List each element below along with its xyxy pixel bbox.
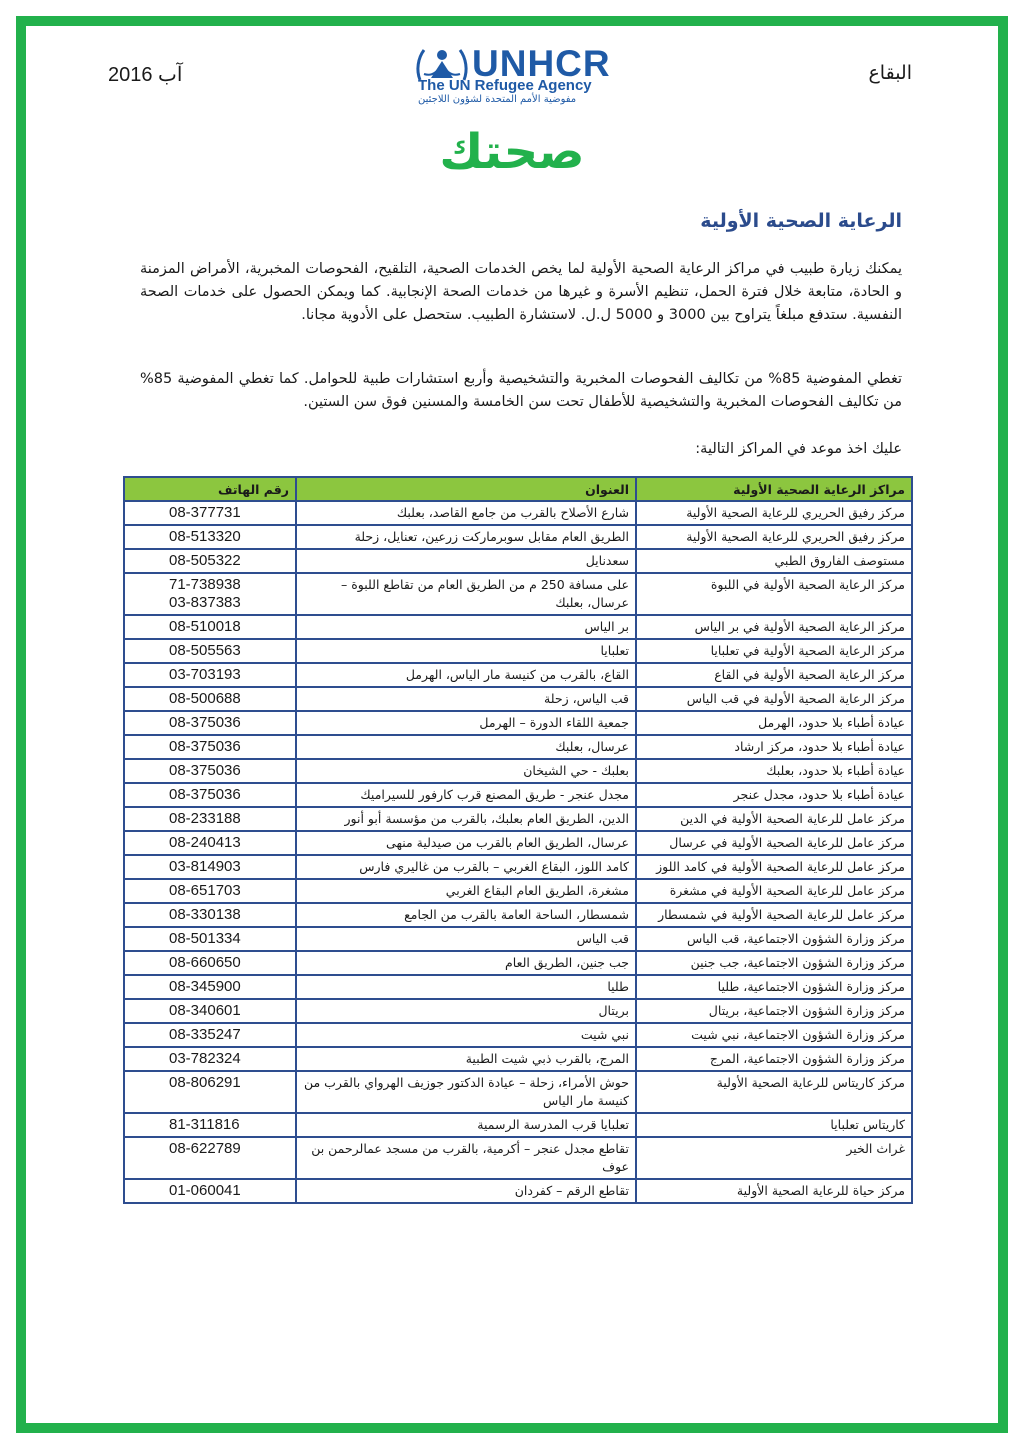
cell-center: مركز عامل للرعاية الصحية الأولية في عرسال <box>636 831 912 855</box>
cell-phone <box>124 573 296 615</box>
table-row <box>124 927 912 951</box>
cell-address: عرسال، الطريق العام بالقرب من صيدلية منهى <box>296 831 636 855</box>
table-row <box>124 807 912 831</box>
cell-center: مركز وزارة الشؤون الاجتماعية، طليا <box>636 975 912 999</box>
cell-phone <box>124 549 296 573</box>
phone-number: 08-375036 <box>169 762 241 779</box>
cell-phone <box>124 1047 296 1071</box>
table-row <box>124 687 912 711</box>
cell-address: على مسافة 250 م من الطريق العام من تقاطع اللبوة – عرسال، بعلبك <box>296 573 636 615</box>
cell-center: مركز رفيق الحريري للرعاية الصحية الأولية <box>636 501 912 525</box>
cell-address: قب الياس، زحلة <box>296 687 636 711</box>
cell-phone <box>124 1113 296 1137</box>
cell-center: مستوصف الفاروق الطبي <box>636 549 912 573</box>
phone-number: 03-782324 <box>169 1050 241 1067</box>
phone-number: 81-311816 <box>169 1116 240 1133</box>
header-phone: رقم الهاتف <box>124 477 296 501</box>
table-row <box>124 831 912 855</box>
cell-center: عيادة أطباء بلا حدود، مجدل عنجر <box>636 783 912 807</box>
cell-address: سعدنايل <box>296 549 636 573</box>
cell-phone <box>124 1179 296 1203</box>
phone-number: 08-377731 <box>169 504 241 521</box>
cell-center: عيادة أطباء بلا حدود، الهرمل <box>636 711 912 735</box>
cell-address: حوش الأمراء، زحلة – عيادة الدكتور جوزيف الهرواي بالقرب من كنيسة مار الياس <box>296 1071 636 1113</box>
cell-center: مركز وزارة الشؤون الاجتماعية، نبي شيت <box>636 1023 912 1047</box>
cell-phone <box>124 975 296 999</box>
table-row <box>124 951 912 975</box>
paragraph-services: يمكنك زيارة طبيب في مراكز الرعاية الصحية الأولية لما يخص الخدمات الصحية، التلقيح، الفحوصات المخبرية، الأمراض المزمنة و الحادة، متابعة خلال فترة الحمل، تنظيم الأسرة و غيرها من خدمات الصحة الإنجابية. كما ويمكن الحصول على خدمات الصحة النفسية. ستدفع مبلغاً يتراوح بين 3000 و 5000 ل.ل. لاستشارة الطبيب. ستحصل على الأدوية مجانا. <box>140 261 902 323</box>
table-row <box>124 663 912 687</box>
table-row <box>124 1023 912 1047</box>
table-row <box>124 1113 912 1137</box>
table-row <box>124 975 912 999</box>
table-row <box>124 549 912 573</box>
phone-number: 01-060041 <box>169 1182 241 1199</box>
cell-address: جب جنين، الطريق العام <box>296 951 636 975</box>
table-row <box>124 1047 912 1071</box>
cell-address: قب الياس <box>296 927 636 951</box>
cell-address: جمعية اللقاء الدورة – الهرمل <box>296 711 636 735</box>
phone-number: 08-505322 <box>169 552 241 569</box>
cell-address: تقاطع الرقم – كفردان <box>296 1179 636 1203</box>
cell-address: بعلبك - حي الشيخان <box>296 759 636 783</box>
table-row <box>124 855 912 879</box>
table-row <box>124 639 912 663</box>
cell-phone <box>124 855 296 879</box>
table-row <box>124 903 912 927</box>
cell-address: الدين، الطريق العام بعلبك، بالقرب من مؤسسة أبو أنور <box>296 807 636 831</box>
phone-number: 08-233188 <box>169 810 241 827</box>
table-row <box>124 573 912 615</box>
cell-center: مركز كاريتاس للرعاية الصحية الأولية <box>636 1071 912 1113</box>
cell-phone <box>124 1023 296 1047</box>
header-center: مراكز الرعاية الصحية الأولية <box>636 477 912 501</box>
phone-number: 03-837383 <box>169 594 241 611</box>
table-row <box>124 1137 912 1179</box>
cell-address: تعلبايا قرب المدرسة الرسمية <box>296 1113 636 1137</box>
cell-center: مركز الرعاية الصحية الأولية في القاع <box>636 663 912 687</box>
cell-center: مركز وزارة الشؤون الاجتماعية، قب الياس <box>636 927 912 951</box>
cell-center: مركز رفيق الحريري للرعاية الصحية الأولية <box>636 525 912 549</box>
table-row <box>124 879 912 903</box>
health-centers-table <box>123 476 913 1204</box>
cell-phone <box>124 951 296 975</box>
cell-address: بر الياس <box>296 615 636 639</box>
phone-number: 08-375036 <box>169 786 241 803</box>
phone-number: 08-622789 <box>169 1140 241 1157</box>
cell-address: القاع، بالقرب من كنيسة مار الياس، الهرمل <box>296 663 636 687</box>
table-row <box>124 711 912 735</box>
cell-center: مركز عامل للرعاية الصحية الأولية في الدين <box>636 807 912 831</box>
cell-phone <box>124 879 296 903</box>
unhcr-logo <box>414 44 634 106</box>
cell-center: مركز وزارة الشؤون الاجتماعية، جب جنين <box>636 951 912 975</box>
cell-center: مركز عامل للرعاية الصحية الأولية في كامد اللوز <box>636 855 912 879</box>
cell-phone <box>124 1071 296 1113</box>
document-date: آب 2016 <box>108 64 183 86</box>
phone-number: 08-335247 <box>169 1026 241 1043</box>
cell-phone <box>124 735 296 759</box>
cell-center: عيادة أطباء بلا حدود، مركز ارشاد <box>636 735 912 759</box>
cell-address: بريتال <box>296 999 636 1023</box>
cell-phone <box>124 759 296 783</box>
phone-number: 08-501334 <box>169 930 241 947</box>
phone-number: 03-703193 <box>169 666 241 683</box>
table-row <box>124 501 912 525</box>
cell-center: مركز عامل للرعاية الصحية الأولية في شمسطار <box>636 903 912 927</box>
table-row <box>124 525 912 549</box>
cell-address: تعلبايا <box>296 639 636 663</box>
cell-center: كاريتاس تعلبايا <box>636 1113 912 1137</box>
cell-phone <box>124 687 296 711</box>
table-row <box>124 615 912 639</box>
table-row <box>124 783 912 807</box>
table-row <box>124 735 912 759</box>
cell-phone <box>124 639 296 663</box>
paragraph-appointment: عليك اخذ موعد في المراكز التالية: <box>695 441 902 457</box>
phone-number: 08-806291 <box>169 1074 241 1091</box>
cell-center: مركز الرعاية الصحية الأولية في قب الياس <box>636 687 912 711</box>
cell-address: شارع الأصلاح بالقرب من جامع القاصد، بعلبك <box>296 501 636 525</box>
phone-number: 08-510018 <box>169 618 241 635</box>
cell-phone <box>124 615 296 639</box>
cell-phone <box>124 783 296 807</box>
cell-center: مركز الرعاية الصحية الأولية في تعلبايا <box>636 639 912 663</box>
phone-number: 08-340601 <box>169 1002 241 1019</box>
phone-number: 08-505563 <box>169 642 241 659</box>
cell-center: مركز الرعاية الصحية الأولية في اللبوة <box>636 573 912 615</box>
cell-phone <box>124 525 296 549</box>
phone-number: 08-240413 <box>169 834 241 851</box>
phone-number: 08-651703 <box>169 882 241 899</box>
logo-tagline-en: The UN Refugee Agency <box>418 77 592 94</box>
cell-address: المرج، بالقرب ذبي شيت الطبية <box>296 1047 636 1071</box>
cell-center: مركز حياة للرعاية الصحية الأولية <box>636 1179 912 1203</box>
paragraph-coverage: تغطي المفوضية 85% من تكاليف الفحوصات المخبرية والتشخيصية وأربع استشارات طبية للحوامل. كما تغطي المفوضية 85% من تكاليف الفحوصات المخبرية والتشخيصية للأطفال تحت سن الخامسة والمسنين فوق سن الستين. <box>140 371 902 410</box>
cell-address: مشغرة، الطريق العام البقاع الغربي <box>296 879 636 903</box>
cell-phone <box>124 711 296 735</box>
table-row <box>124 1179 912 1203</box>
cell-center: مركز عامل للرعاية الصحية الأولية في مشغرة <box>636 879 912 903</box>
table-row <box>124 759 912 783</box>
table-row <box>124 999 912 1023</box>
cell-address: طليا <box>296 975 636 999</box>
phone-number: 08-330138 <box>169 906 241 923</box>
table-header-row <box>124 477 912 501</box>
table-row <box>124 1071 912 1113</box>
cell-address: نبي شيت <box>296 1023 636 1047</box>
region-label: البقاع <box>868 62 912 84</box>
cell-address: تقاطع مجدل عنجر – أكرمية، بالقرب من مسجد عمالرحمن بن عوف <box>296 1137 636 1179</box>
phone-number: 03-814903 <box>169 858 241 875</box>
section-heading: الرعاية الصحية الأولية <box>700 210 902 232</box>
phone-number: 08-500688 <box>169 690 241 707</box>
phone-number: 08-660650 <box>169 954 241 971</box>
page-title: صحتك <box>439 124 585 180</box>
logo-tagline-ar: مفوضية الأمم المتحدة لشؤون اللاجئين <box>418 94 577 105</box>
cell-phone <box>124 1137 296 1179</box>
phone-number: 71-738938 <box>169 576 241 593</box>
header-address: العنوان <box>296 477 636 501</box>
logo-wordmark: UNHCR <box>472 43 611 84</box>
cell-center: مركز وزارة الشؤون الاجتماعية، بريتال <box>636 999 912 1023</box>
cell-address: الطريق العام مقابل سوبرماركت زرعين، تعنايل، زحلة <box>296 525 636 549</box>
phone-number: 08-513320 <box>169 528 241 545</box>
cell-center: عيادة أطباء بلا حدود، بعلبك <box>636 759 912 783</box>
cell-phone <box>124 903 296 927</box>
cell-phone <box>124 999 296 1023</box>
cell-center: مركز وزارة الشؤون الاجتماعية، المرج <box>636 1047 912 1071</box>
phone-number: 08-345900 <box>169 978 241 995</box>
phone-number: 08-375036 <box>169 738 241 755</box>
cell-address: عرسال، بعلبك <box>296 735 636 759</box>
cell-address: مجدل عنجر - طريق المصنع قرب كارفور للسيراميك <box>296 783 636 807</box>
cell-phone <box>124 663 296 687</box>
cell-center: مركز الرعاية الصحية الأولية في بر الياس <box>636 615 912 639</box>
cell-phone <box>124 927 296 951</box>
cell-center: غراث الخير <box>636 1137 912 1179</box>
cell-address: كامد اللوز، البقاع الغربي – بالقرب من غاليري فارس <box>296 855 636 879</box>
cell-phone <box>124 831 296 855</box>
phone-number: 08-375036 <box>169 714 241 731</box>
cell-address: شمسطار، الساحة العامة بالقرب من الجامع <box>296 903 636 927</box>
cell-phone <box>124 807 296 831</box>
cell-phone <box>124 501 296 525</box>
